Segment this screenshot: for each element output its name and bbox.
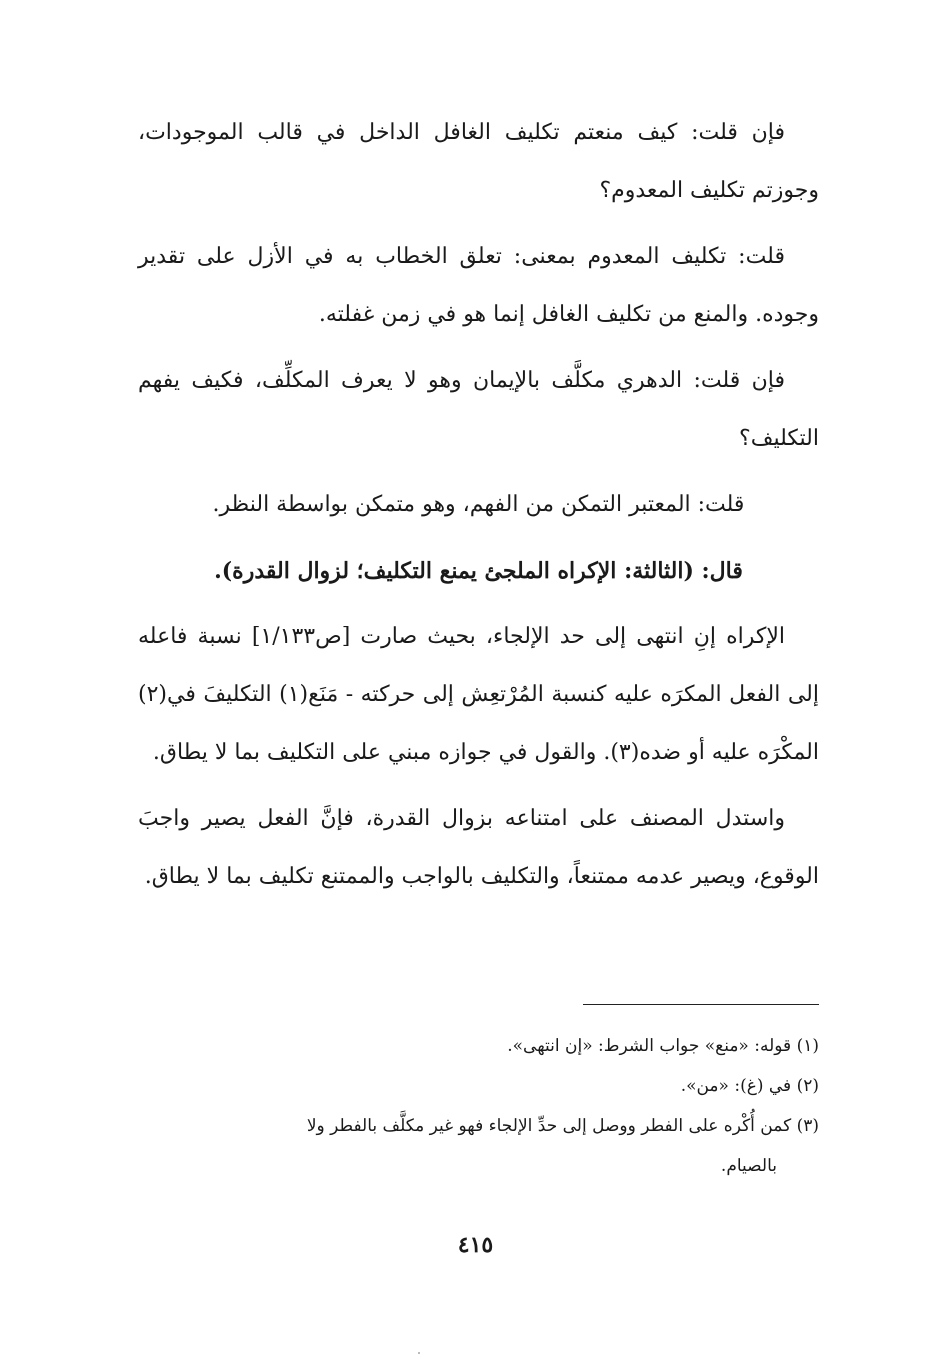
section-heading-third: قال: (الثالثة: الإكراه الملجئ يمنع التكليف؛ لزوال القدرة). (214, 558, 743, 584)
paragraph-question-1: فإن قلت: كيف منعتم تكليف الغافل الداخل في قالب الموجودات، وجوزتم تكليف المعدوم؟ (138, 120, 819, 203)
scan-speck (418, 1352, 420, 1354)
footnote-3-line-1: (٣) كمن أُكْره على الفطر ووصل إلى حدِّ الإلجاء فهو غير مكلَّف بالفطر ولا (306, 1116, 819, 1136)
paragraph-answer-1: قلت: تكليف المعدوم بمعنى: تعلق الخطاب به في الأزل على تقدير وجوده. والمنع من تكليف الغافل إنما هو في زمن غفلته. (138, 244, 819, 327)
paragraph-question-2: فإن قلت: الدهري مكلَّف بالإيمان وهو لا يعرف المكلِّف، فكيف يفهم التكليف؟ (138, 368, 819, 451)
main-text (138, 104, 819, 914)
page-number: ٤١٥ (457, 1232, 494, 1258)
paragraph-answer-2: قلت: المعتبر التمكن من الفهم، وهو متمكن بواسطة النظر. (212, 492, 745, 517)
footnote-3 (138, 1106, 819, 1186)
footnote-2: (٢) في (غ): «من». (680, 1076, 819, 1096)
footnote-divider (583, 1004, 819, 1005)
footnote-1: (١) قوله: «منع» جواب الشرط: «إن انتهى». (507, 1036, 819, 1056)
paragraph-istidlal: واستدل المصنف على امتناعه بزوال القدرة، فإنَّ الفعل يصير واجبَ الوقوع، ويصير عدمه ممتنعاً، والتكليف بالواجب والممتنع تكليف بما لا يطاق. (138, 806, 819, 889)
paragraph-ikrah: الإكراه إنِ انتهى إلى حد الإلجاء، بحيث صارت [ص١/١٣٣] نسبة فاعله إلى الفعل المكرَه عليه كنسبة المُرْتعِش إلى حركته - مَنَع(١) التكليفَ في(٢) المكْرَه عليه أو ضده(٣). والقول في جوازه مبني على التكليف بما لا يطاق. (138, 624, 819, 765)
footnote-3-line-2: بالصيام. (720, 1156, 777, 1176)
footnotes (138, 1026, 819, 1186)
